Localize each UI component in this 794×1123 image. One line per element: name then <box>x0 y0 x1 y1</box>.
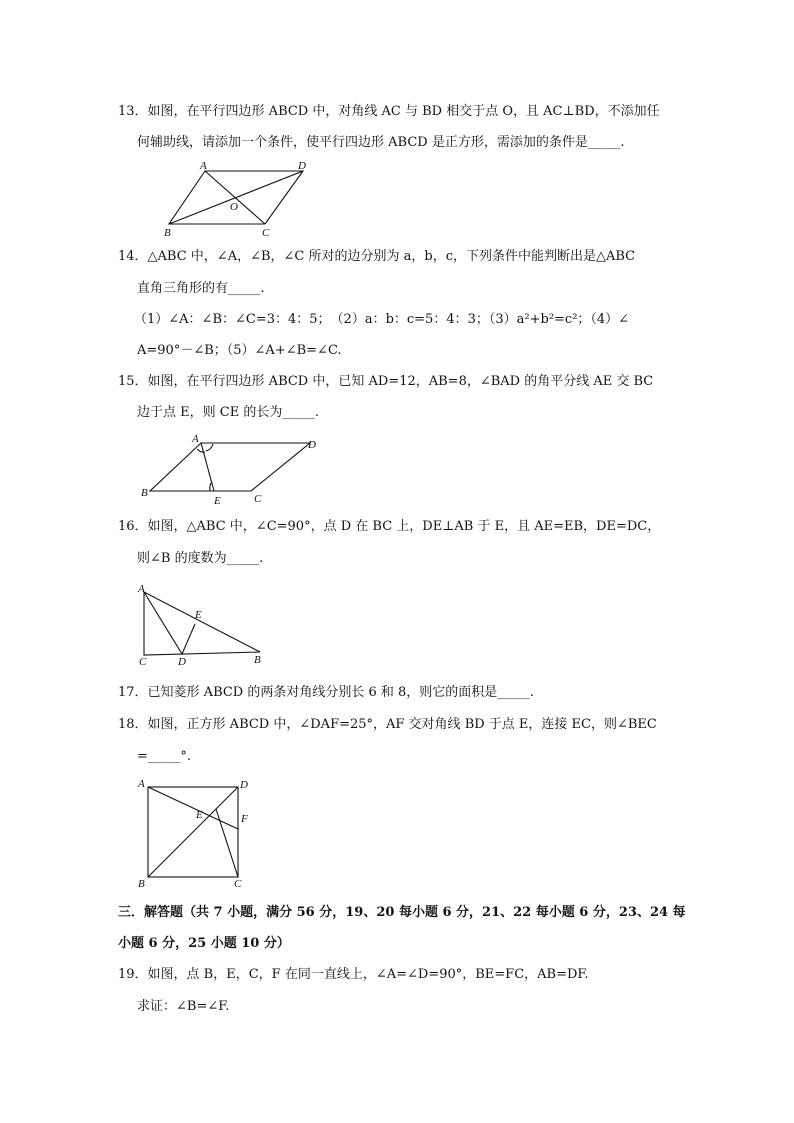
q14-text-line3: （1）∠A：∠B：∠C=3：4：5； （2）a：b：c=5：4：3；（3）a²+b²=c²；（4）∠ <box>134 312 630 327</box>
q16-triangle-abc <box>144 592 260 655</box>
q18-diagonal-bd <box>148 787 238 877</box>
q14-text-line1: 14．△ABC 中，∠A，∠B，∠C 所对的边分别为 a，b，c，下列条件中能判断出是△ABC <box>118 249 636 264</box>
q15-parallelogram <box>150 443 310 491</box>
q15-parallelogram-figure <box>138 430 328 510</box>
q15-label-c: C <box>254 493 262 505</box>
q15-angle-arc-a2 <box>206 444 213 451</box>
q16-label-b: B <box>254 654 261 666</box>
q13-text-line1: 13．如图，在平行四边形 ABCD 中，对角线 AC 与 BD 相交于点 O，且 AC⊥BD，不添加任 <box>118 104 660 119</box>
q18-square-figure <box>134 774 264 892</box>
q18-segment-ec <box>216 809 238 877</box>
q15-text-line1: 15．如图，在平行四边形 ABCD 中，已知 AD=12，AB=8，∠BAD 的角平分线 AE 交 BC <box>118 374 654 389</box>
q16-label-a: A <box>138 583 145 595</box>
q18-label-e: E <box>196 809 203 821</box>
q16-text-line2: 则∠B 的度数为_____. <box>137 551 264 566</box>
q19-text-line1: 19．如图，点 B，E，C，F 在同一直线上，∠A=∠D=90°，BE=FC，AB=DF. <box>118 967 589 982</box>
q13-label-b: B <box>164 227 171 239</box>
q14-text-line2: 直角三角形的有_____. <box>137 281 265 296</box>
q18-text-line2: =_____°. <box>137 749 192 764</box>
q14-text-line4: A=90°－∠B；（5）∠A+∠B=∠C. <box>137 343 342 358</box>
q18-segment-af <box>148 787 238 829</box>
q16-text-line1: 16．如图，△ABC 中，∠C=90°，点 D 在 BC 上，DE⊥AB 于 E，且 AE=EB，DE=DC， <box>118 519 661 534</box>
q19-text-line2: 求证：∠B=∠F. <box>137 999 230 1014</box>
q13-parallelogram-figure <box>158 158 318 240</box>
q18-label-a: A <box>138 778 145 790</box>
q16-triangle-figure <box>134 580 274 670</box>
q13-diagonal-bd <box>169 171 303 224</box>
q15-label-e: E <box>214 495 221 507</box>
q13-text-line2: 何辅助线，请添加一个条件，使平行四边形 ABCD 是正方形，需添加的条件是_____. <box>137 135 625 150</box>
q13-label-c: C <box>262 227 270 239</box>
q15-label-a: A <box>192 433 199 445</box>
q15-label-b: B <box>141 487 148 499</box>
q17-text-line1: 17．已知菱形 ABCD 的两条对角线分别长 6 和 8，则它的面积是_____. <box>118 685 534 700</box>
q16-label-e: E <box>195 609 202 621</box>
q13-label-a: A <box>200 160 207 172</box>
q18-label-d: D <box>240 779 248 791</box>
q15-angle-arc-a1 <box>197 449 205 452</box>
q15-label-d: D <box>308 439 316 451</box>
q18-text-line1: 18．如图，正方形 ABCD 中，∠DAF=25°，AF 交对角线 BD 于点 E，连接 EC，则∠BEC <box>118 717 657 732</box>
section-3-heading-line1: 三．解答题（共 7 小题，满分 56 分，19、20 每小题 6 分，21、22 每小题 6 分，23、24 每 <box>118 905 686 920</box>
q18-label-b: B <box>138 878 145 890</box>
q16-label-d: D <box>178 656 186 668</box>
q15-text-line2: 边于点 E，则 CE 的长为_____. <box>137 405 319 420</box>
q18-label-f: F <box>241 813 248 825</box>
q13-label-d: D <box>298 160 306 172</box>
q18-label-c: C <box>234 878 242 890</box>
q16-segment-de <box>182 624 195 654</box>
section-3-heading-line2: 小题 6 分，25 小题 10 分） <box>118 936 290 951</box>
q13-label-o: O <box>230 201 238 213</box>
q16-label-c: C <box>139 656 147 668</box>
